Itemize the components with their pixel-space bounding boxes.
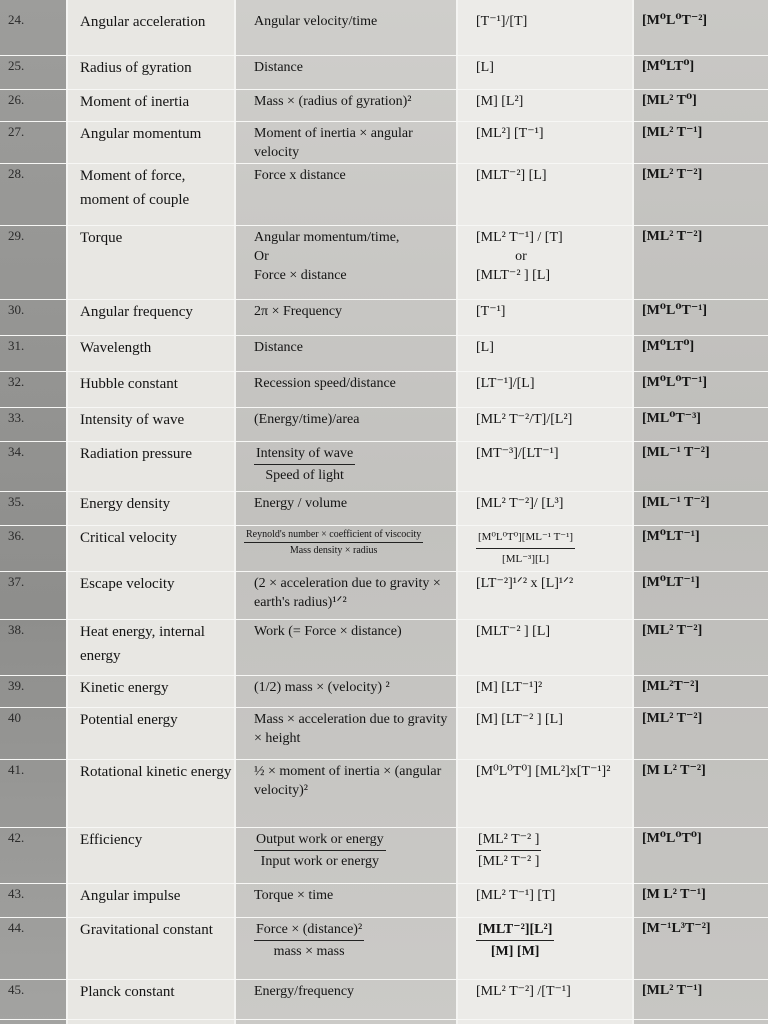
equation-line: [ML² T⁻²/T]/[L²] xyxy=(476,412,573,427)
row-number: 37. xyxy=(8,574,25,589)
dimension-equation xyxy=(476,92,634,111)
formula-fraction xyxy=(254,920,458,961)
table-row xyxy=(0,918,768,980)
table-row xyxy=(0,708,768,760)
formula-denominator: Input work or energy xyxy=(260,854,379,869)
formula xyxy=(254,338,458,357)
table-row xyxy=(0,408,768,442)
dimension-equation xyxy=(476,374,634,393)
formula-line: (2 × acceleration due to gravity × earth's radius)¹ᐟ² xyxy=(254,576,441,610)
table-row xyxy=(0,760,768,828)
dimension-equation xyxy=(476,762,634,781)
quantity-name: Moment of inertia xyxy=(80,94,190,110)
quantity-name: Planck constant xyxy=(80,984,175,1000)
table-row xyxy=(0,372,768,408)
table-row xyxy=(0,10,768,56)
formula xyxy=(254,762,458,800)
dimension-equation xyxy=(476,124,634,143)
formula-line: Torque × time xyxy=(254,888,334,903)
table-row xyxy=(0,492,768,526)
dimension-equation xyxy=(476,494,634,513)
row-number: 28. xyxy=(8,166,25,181)
formula-line: Or xyxy=(254,249,269,264)
dimensional-formula: [M⁰LT⁻¹] xyxy=(642,529,700,544)
equation-line: [ML² T⁻¹] [T] xyxy=(476,888,556,903)
table-row xyxy=(0,980,768,1020)
formula xyxy=(254,166,458,185)
table-row xyxy=(0,620,768,676)
row-number: 42. xyxy=(8,830,25,845)
row-number: 30. xyxy=(8,302,25,317)
formula-line: Moment of inertia × angular velocity xyxy=(254,126,413,160)
formula-line: 2π × Frequency xyxy=(254,304,343,319)
formula-numerator: Intensity of wave xyxy=(254,444,355,465)
quantity-name: Gravitational constant xyxy=(80,922,213,938)
row-divider xyxy=(0,1019,768,1020)
dimensional-formula: [M⁰L⁰T⁰] xyxy=(642,831,702,846)
quantity-name: Wavelength xyxy=(80,340,152,356)
dimension-equation xyxy=(476,410,634,429)
table-row xyxy=(0,56,768,90)
dimensional-formula: [M⁻¹L³T⁻²] xyxy=(642,921,711,936)
formula-denominator: Mass density × radius xyxy=(289,545,378,556)
quantity-name: Energy density xyxy=(80,496,171,512)
formula xyxy=(254,58,458,77)
dimensional-formula: [ML² T⁻²] xyxy=(642,711,703,726)
quantity-name: Kinetic energy xyxy=(80,680,169,696)
formula xyxy=(254,886,458,905)
equation-line: [MLT⁻² ] [L] xyxy=(476,268,551,283)
table-row xyxy=(0,572,768,620)
dimension-equation xyxy=(476,678,634,697)
quantity-name: Angular impulse xyxy=(80,888,181,904)
formula-line: Mass × (radius of gyration)² xyxy=(254,94,412,109)
dimension-equation xyxy=(476,12,634,31)
quantity-name: Efficiency xyxy=(80,832,143,848)
equation-line: [T⁻¹]/[T] xyxy=(476,14,528,29)
dimensional-formula: [ML⁰T⁻³] xyxy=(642,411,701,426)
quantity-name: Intensity of wave xyxy=(80,412,185,428)
row-number: 35. xyxy=(8,494,25,509)
dimensional-formula: [M L² T⁻²] xyxy=(642,763,706,778)
table-row xyxy=(0,300,768,336)
formula-fraction xyxy=(254,830,458,871)
dimension-equation-fraction xyxy=(476,920,634,961)
dimension-equation xyxy=(476,58,634,77)
quantity-name: Heat energy, internal energy xyxy=(80,624,205,664)
formula xyxy=(254,494,458,513)
quantity-name: Radiation pressure xyxy=(80,446,193,462)
dimensional-formula: [ML⁻¹ T⁻²] xyxy=(642,495,710,510)
dimensional-formula: [M⁰L⁰T⁻²] xyxy=(642,13,708,28)
formula xyxy=(254,982,458,1001)
dimension-equation xyxy=(476,166,634,185)
fraction xyxy=(476,920,554,961)
formula-denominator: Speed of light xyxy=(265,468,344,483)
dimensional-formula: [M⁰LT⁰] xyxy=(642,59,695,74)
equation-line: [M] [LT⁻² ] [L] xyxy=(476,712,563,727)
formula-line: Mass × acceleration due to gravity × height xyxy=(254,712,448,746)
row-number: 41. xyxy=(8,762,25,777)
formula xyxy=(254,678,458,697)
formula xyxy=(254,124,458,162)
formula xyxy=(254,574,458,612)
table-row xyxy=(0,526,768,572)
quantity-name: Torque xyxy=(80,230,123,246)
dimensional-formula: [ML² T⁰] xyxy=(642,93,697,108)
equation-numerator: [ML² T⁻² ] xyxy=(476,830,541,851)
quantity-name: Potential energy xyxy=(80,712,178,728)
quantity-name: Angular acceleration xyxy=(80,14,206,30)
formula-line: Energy/frequency xyxy=(254,984,355,999)
equation-line: or xyxy=(515,249,527,264)
table-row xyxy=(0,226,768,300)
equation-denominator: [ML² T⁻² ] xyxy=(478,854,540,869)
formula xyxy=(254,622,458,641)
dimension-equation xyxy=(476,886,634,905)
equation-line: [ML² T⁻¹] / [T] xyxy=(476,230,563,245)
dimensional-formula: [M⁰LT⁻¹] xyxy=(642,575,700,590)
equation-line: [MT⁻³]/[LT⁻¹] xyxy=(476,446,559,461)
formula-line: (Energy/time)/area xyxy=(254,412,360,427)
equation-line: [M] [LT⁻¹]² xyxy=(476,680,543,695)
dimensional-formula: [M L² T⁻¹] xyxy=(642,887,706,902)
dimensional-formula: [ML²T⁻²] xyxy=(642,679,699,694)
equation-line: [L] xyxy=(476,60,494,75)
dimensional-formula: [ML² T⁻¹] xyxy=(642,983,703,998)
dimensional-formula: [ML² T⁻²] xyxy=(642,167,703,182)
row-number: 27. xyxy=(8,124,25,139)
formula xyxy=(254,92,458,111)
fraction xyxy=(476,528,575,569)
row-number: 44. xyxy=(8,920,25,935)
row-number: 43. xyxy=(8,886,25,901)
quantity-name: Hubble constant xyxy=(80,376,178,392)
formula-line: Distance xyxy=(254,60,303,75)
equation-denominator: [ML⁻³][L] xyxy=(502,553,550,565)
row-number: 45. xyxy=(8,982,25,997)
dimensional-formula: [M⁰L⁰T⁻¹] xyxy=(642,303,708,318)
formula xyxy=(254,410,458,429)
table-row xyxy=(0,164,768,226)
formula xyxy=(254,12,458,31)
row-number: 39. xyxy=(8,678,25,693)
formula-line: ½ × moment of inertia × (angular velocity)² xyxy=(254,764,442,798)
equation-line: [ML² T⁻²]/ [L³] xyxy=(476,496,564,511)
dimensional-formula: [M⁰LT⁰] xyxy=(642,339,695,354)
equation-line: [M⁰L⁰T⁰] [ML²]x[T⁻¹]² xyxy=(476,764,611,779)
table-row xyxy=(0,90,768,122)
quantity-name: Escape velocity xyxy=(80,576,175,592)
table-row xyxy=(0,828,768,884)
equation-line: [ML² T⁻²] /[T⁻¹] xyxy=(476,984,571,999)
formula-line: (1/2) mass × (velocity) ² xyxy=(254,680,390,695)
row-number: 26. xyxy=(8,92,25,107)
table-row xyxy=(0,122,768,164)
dimension-equation xyxy=(476,444,634,463)
equation-line: [L] xyxy=(476,340,494,355)
table-row xyxy=(0,884,768,918)
equation-line: [M] [L²] xyxy=(476,94,524,109)
row-number: 36. xyxy=(8,528,25,543)
formula-line: Force × distance xyxy=(254,268,347,283)
formula-numerator: Output work or energy xyxy=(254,830,386,851)
equation-line: [MLT⁻² ] [L] xyxy=(476,624,551,639)
row-number: 40 xyxy=(8,710,21,725)
quantity-name: Rotational kinetic energy xyxy=(80,764,232,780)
equation-line: [MLT⁻²] [L] xyxy=(476,168,547,183)
equation-denominator: [M] [M] xyxy=(490,944,540,959)
fraction xyxy=(244,528,423,557)
dimension-equation xyxy=(476,302,634,321)
row-number: 24. xyxy=(8,12,25,27)
quantity-name: Angular frequency xyxy=(80,304,193,320)
dimension-equation-fraction xyxy=(476,830,634,871)
dimensional-formula: [ML² T⁻²] xyxy=(642,623,703,638)
quantity-name: Moment of force, moment of couple xyxy=(80,168,190,208)
formula xyxy=(254,710,458,748)
formula-numerator: Reynold's number × coefficient of viscocity xyxy=(244,528,423,543)
formula-line: Distance xyxy=(254,340,303,355)
formula xyxy=(254,374,458,393)
fraction xyxy=(254,444,355,485)
equation-line: [LT⁻¹]/[L] xyxy=(476,376,535,391)
equation-line: [ML²] [T⁻¹] xyxy=(476,126,544,141)
formula-fraction xyxy=(254,444,458,485)
formula xyxy=(254,228,458,285)
row-number: 33. xyxy=(8,410,25,425)
row-number: 32. xyxy=(8,374,25,389)
equation-line: [T⁻¹] xyxy=(476,304,506,319)
formula-line: Energy / volume xyxy=(254,496,348,511)
dimension-equation xyxy=(476,710,634,729)
dimension-equation-fraction xyxy=(476,528,634,569)
formula-line: Angular momentum/time, xyxy=(254,230,400,245)
dimension-equation xyxy=(476,574,634,593)
formula-line: Recession speed/distance xyxy=(254,376,396,391)
dimensional-formula: [ML² T⁻¹] xyxy=(642,125,703,140)
formula-fraction xyxy=(244,528,448,557)
equation-numerator: [MLT⁻²][L²] xyxy=(476,920,554,941)
quantity-name: Radius of gyration xyxy=(80,60,192,76)
dimensional-formula: [ML² T⁻²] xyxy=(642,229,703,244)
quantity-name: Critical velocity xyxy=(80,530,178,546)
dimensional-formula: [ML⁻¹ T⁻²] xyxy=(642,445,710,460)
row-number: 29. xyxy=(8,228,25,243)
table-row xyxy=(0,442,768,492)
row-number: 25. xyxy=(8,58,25,73)
formula-line: Work (= Force × distance) xyxy=(254,624,402,639)
dimensional-formula: [M⁰L⁰T⁻¹] xyxy=(642,375,708,390)
equation-numerator: [M⁰L⁰T⁰][ML⁻¹ T⁻¹] xyxy=(476,528,575,549)
dimension-equation xyxy=(476,338,634,357)
formula xyxy=(254,302,458,321)
fraction xyxy=(476,830,541,871)
quantity-name: Angular momentum xyxy=(80,126,202,142)
row-number: 34. xyxy=(8,444,25,459)
equation-line: [LT⁻²]¹ᐟ² x [L]¹ᐟ² xyxy=(476,576,574,591)
row-number: 31. xyxy=(8,338,25,353)
fraction xyxy=(254,920,364,961)
row-number: 38. xyxy=(8,622,25,637)
dimension-equation xyxy=(476,982,634,1001)
formula-line: Angular velocity/time xyxy=(254,14,378,29)
dimension-equation xyxy=(476,228,634,285)
fraction xyxy=(254,830,386,871)
formula-numerator: Force × (distance)² xyxy=(254,920,364,941)
table-row xyxy=(0,336,768,372)
dimension-equation xyxy=(476,622,634,641)
table-row xyxy=(0,676,768,708)
formula-denominator: mass × mass xyxy=(273,944,345,959)
formula-line: Force x distance xyxy=(254,168,346,183)
